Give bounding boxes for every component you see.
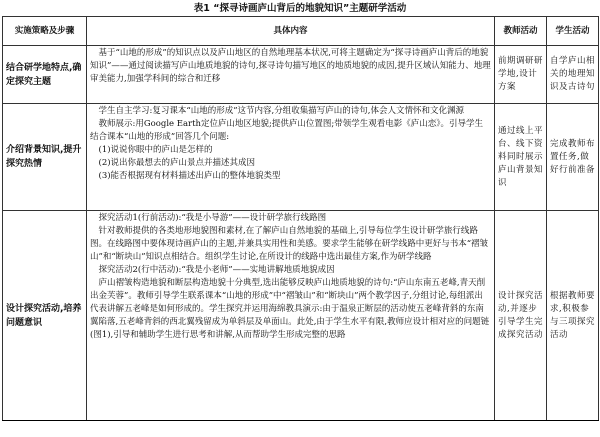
content-cell — [87, 104, 495, 211]
table-row — [3, 211, 599, 421]
header-strategy: 实施策略及步骤 — [3, 17, 87, 46]
strategy-cell: 介绍背景知识,提升探究热情 — [3, 104, 87, 211]
header-teacher: 教师活动 — [495, 17, 547, 46]
teacher-activity-cell: 通过线上平台、线下资料同时展示庐山背景知识 — [495, 104, 547, 211]
content-paragraph: 学生自主学习:复习课本“山地的形成”这节内容,分组收集描写庐山的诗句,体会人文情怀和文化渊源 — [98, 106, 464, 116]
header-student: 学生活动 — [547, 17, 599, 46]
student-activity-cell: 完成教师布置任务,做好行前准备 — [547, 104, 599, 211]
strategy-cell: 设计探究活动,培养问题意识 — [3, 211, 87, 421]
content-paragraph: (2)说出你最想去的庐山景点并描述其成因 — [98, 158, 256, 168]
table-caption: 表1 “探寻诗画庐山背后的地貌知识”主题研学活动 — [193, 3, 407, 14]
content-paragraph: 教师展示:用Google Earth定位庐山地区地貌;提供庐山位置图;带领学生观看电影《庐山恋》。引导学生结合课本“山地的形成”回答几个问题: — [90, 119, 483, 142]
student-activity-cell: 自学庐山相关的地理知识及古诗句 — [547, 46, 599, 104]
content-paragraph: 基于“山地的形成”的知识点以及庐山地区的自然地理基本状况,可将主题确定为“探寻诗画庐山背后的地貌知识”——通过阅读描写庐山地质地貌的诗句,探寻诗句描写地区的地质地貌的成因,提升区域认知能力、地理审美能力,加强学科间的综合和迁移 — [90, 48, 491, 84]
research-activity-table — [2, 16, 599, 421]
student-activity-cell: 根据教师要求,积极参与三项探究活动 — [547, 211, 599, 421]
content-paragraph: 探究活动1(行前活动):“我是小导游”——设计研学旅行线路图 — [98, 213, 327, 223]
content-paragraph: (1)说说你眼中的庐山是怎样的 — [98, 145, 213, 155]
content-paragraph: (3)能否根据现有材料描述出庐山的整体地貌类型 — [98, 171, 281, 181]
table-row — [3, 104, 599, 211]
content-cell — [87, 46, 495, 104]
teacher-activity-cell: 设计探究活动,并逐步引导学生完成探究活动 — [495, 211, 547, 421]
table-row — [3, 46, 599, 104]
table-header-row — [3, 17, 599, 46]
teacher-activity-cell: 前期调研研学地,设计方案 — [495, 46, 547, 104]
header-content: 具体内容 — [87, 17, 495, 46]
content-paragraph: 探究活动2(行中活动):“我是小老师”——实地讲解地质地貌成因 — [98, 265, 335, 275]
content-paragraph: 庐山褶皱构造地貌和断层构造地貌十分典型,选出能够反映庐山地质地貌的诗句:“庐山东南五老峰,青天削出金芙蓉”。教师引导学生联系课本“山地的形成”中“褶皱山”和“断块山”两个教学因子,分组讨论,每组派出代表讲解五老峰是如何形成的。学生探究并运用海绵教具演示:由于温泉正断层的活动使五老峰背斜的东南翼陷落,五老峰背斜的西北翼残留成为单斜层及单面山。此处,由于学生水平有限,教师应设计相对应的问题链(图1),引导和辅助学生进行思考和讲解,从而帮助学生形成完整的思路 — [90, 278, 490, 340]
content-cell — [87, 211, 495, 421]
content-paragraph: 针对教师提供的各类地形地貌图和素材,在了解庐山自然地貌的基础上,引导每位学生设计研学旅行线路图。在线路图中要体现诗画庐山的主题,并兼具实用性和美感。要求学生能够在研学线路中更好与书本“褶皱山”和“断块山”知识点相结合。组织学生讨论,在所设计的线路中选出最佳方案,作为研学线路 — [90, 226, 489, 262]
strategy-cell: 结合研学地特点,确定探究主题 — [3, 46, 87, 104]
